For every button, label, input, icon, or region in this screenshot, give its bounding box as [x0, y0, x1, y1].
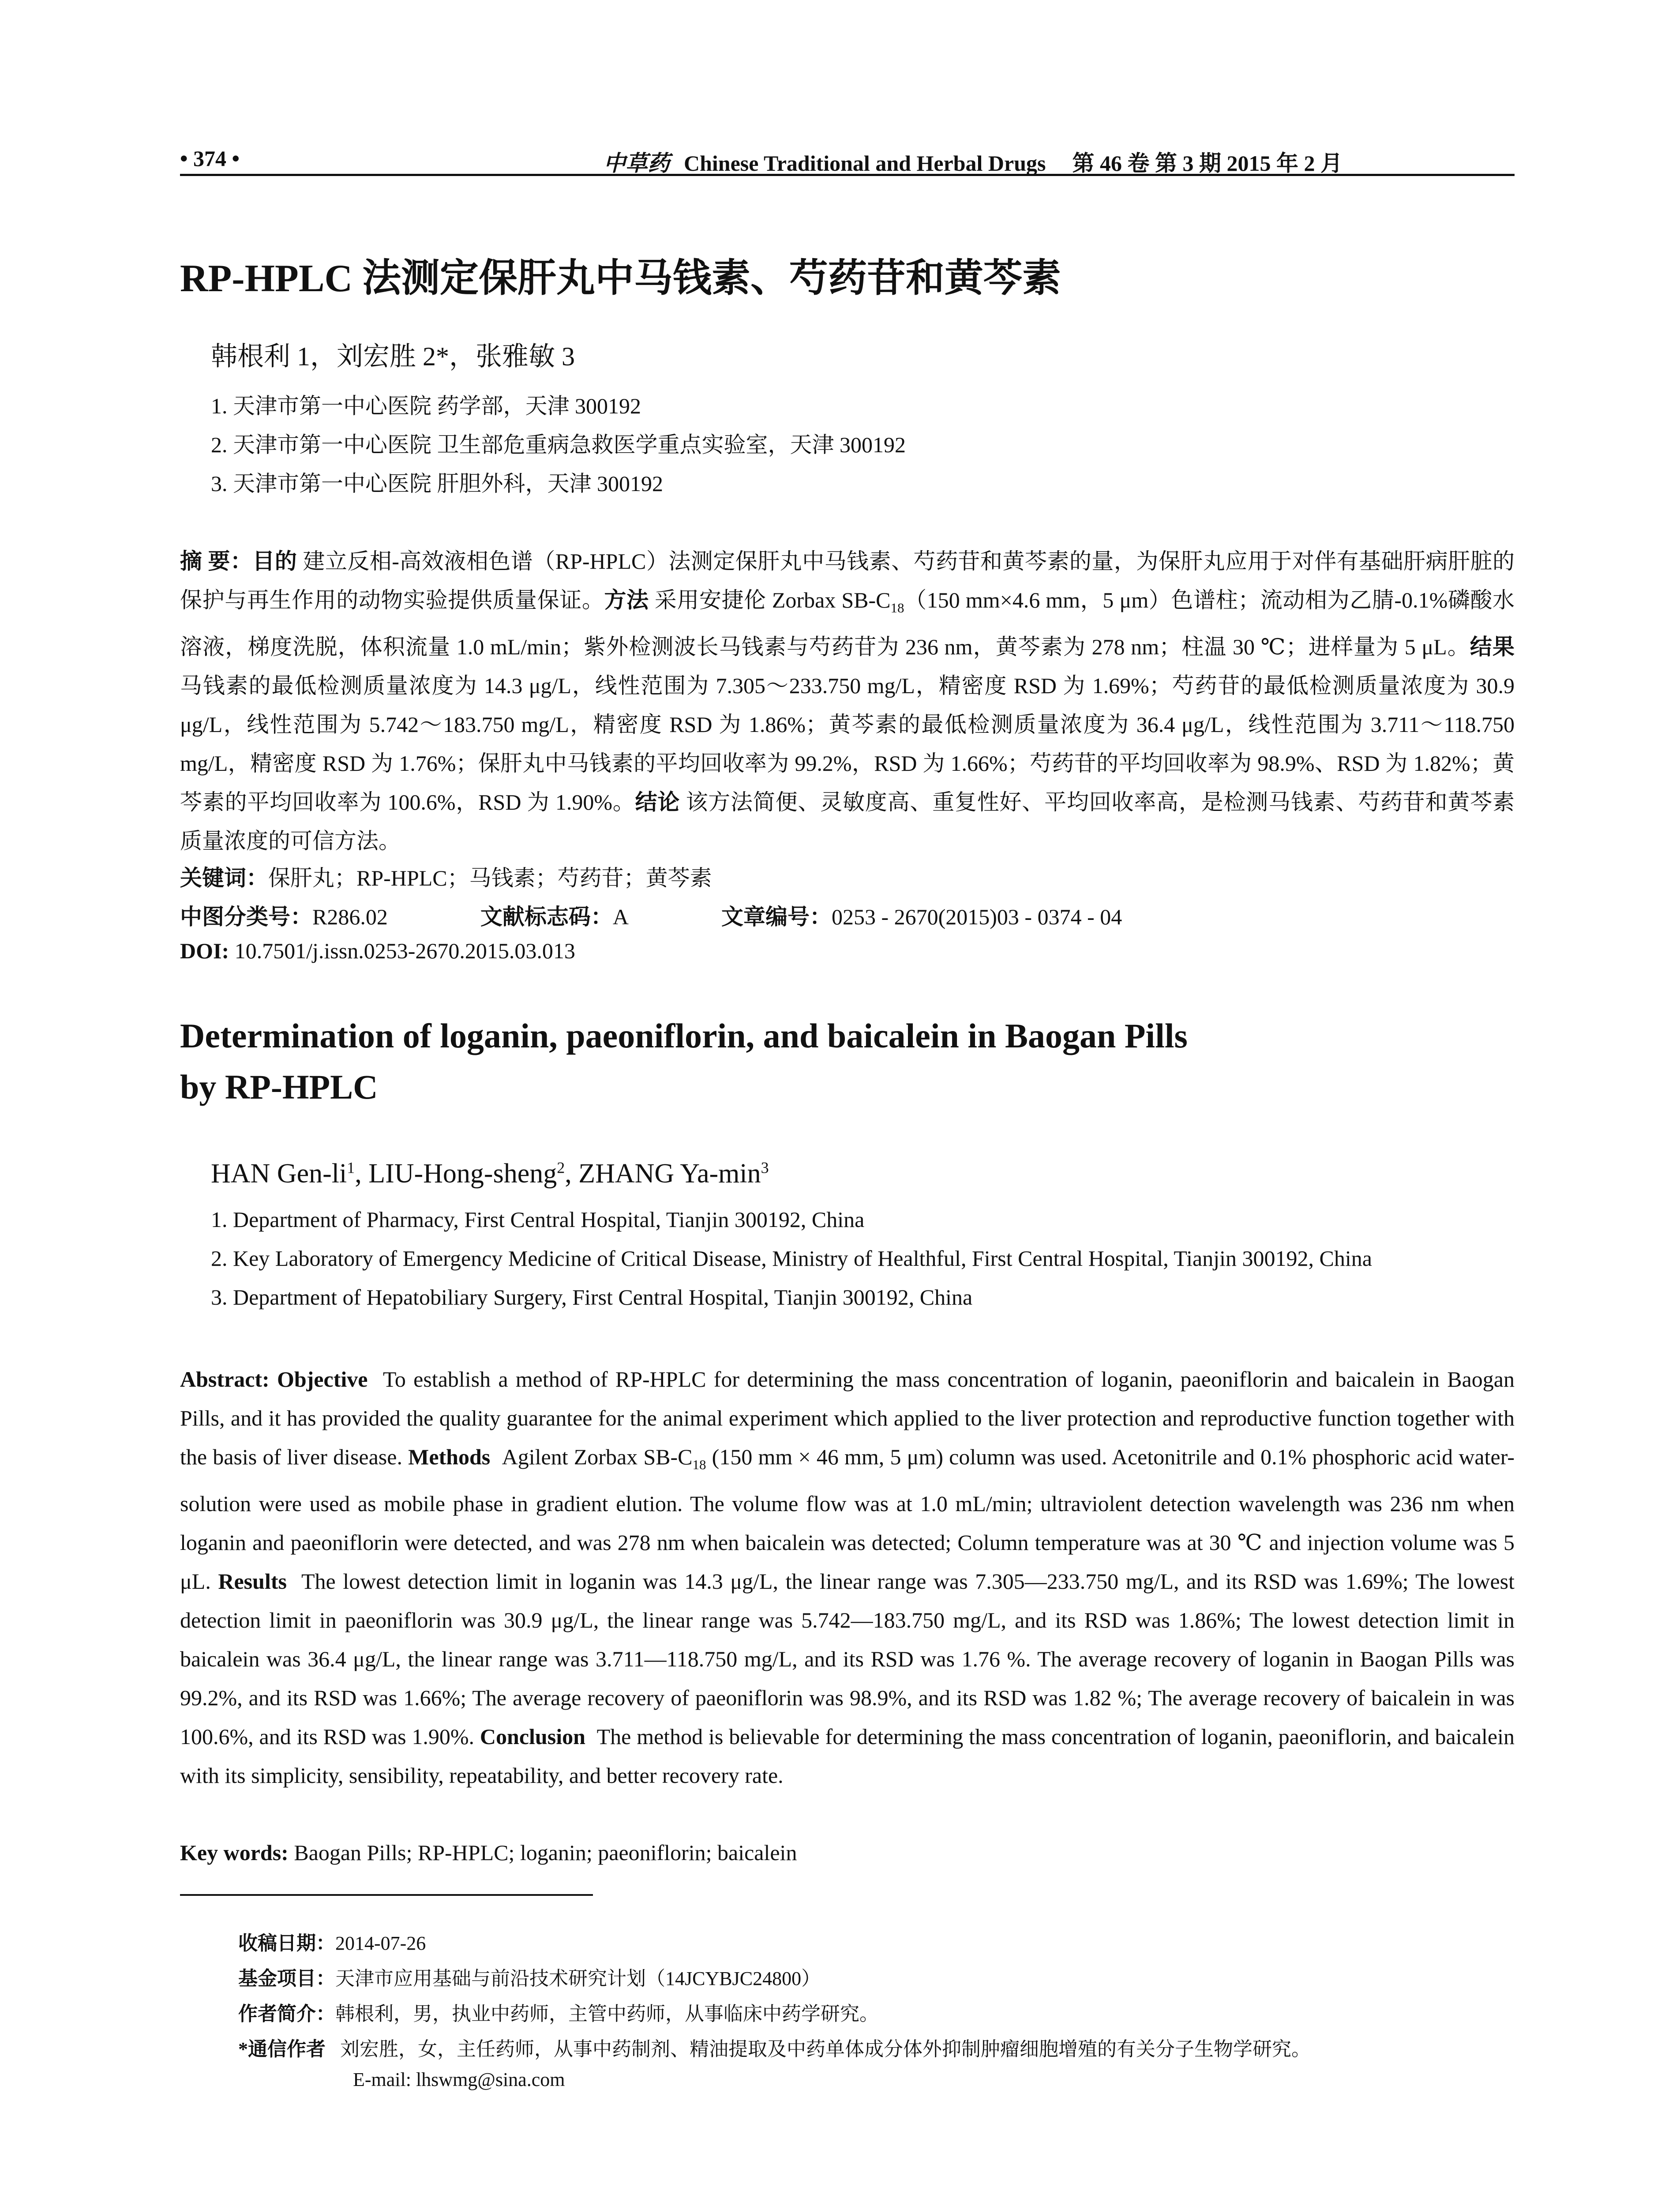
journal-title-cn: 中草药 [604, 151, 670, 176]
abstract-en-results-label: Results [218, 1569, 287, 1594]
keywords-cn-label: 关键词： [180, 866, 268, 890]
abstract-cn-conclusion: 该方法简便、灵敏度高、重复性好、平均回收率高，是检测马钱素、芍药苷和黄芩素质量浓度的可信方法。 [180, 790, 1515, 853]
abstract-cn-methods-b: （150 mm×4.6 mm，5 μm）色谱柱；流动相为乙腈-0.1%磷酸水溶液，梯度洗脱，体积流量 1.0 mL/min；紫外检测波长马钱素与芍药苷为 236 nm，黄芩素为 278 nm；柱温 30 ℃；进样量为 5 μL。 [180, 588, 1515, 659]
affiliation-en-2: 2. Key Laboratory of Emergency Medicine of Critical Disease, Ministry of Healthful, First Central Hospital, Tianjin 300192, China [211, 1246, 1372, 1271]
footnote-fund [238, 1962, 821, 1991]
corr-value: 刘宏胜，女，主任药师，从事中药制剂、精油提取及中药单体成分体外抑制肿瘤细胞增殖的有关分子生物学研究。 [340, 2038, 1311, 2060]
received-value: 2014-07-26 [335, 1932, 426, 1954]
keywords-cn-text: 保肝丸；RP-HPLC；马钱素；芍药苷；黄芩素 [268, 866, 712, 890]
abstract-en-objective: To establish a method of RP-HPLC for determining the mass concentration of loganin, paeoniflorin and baicalein in Baogan Pills, and it has provided the quality guarantee for the animal experiment which applied to the liver protection and reproductive function together with the basis of liver disease. [180, 1367, 1515, 1469]
author-en-1-sup: 1 [347, 1159, 355, 1177]
abstract-cn-methods-a: 采用安捷伦 Zorbax SB-C [654, 588, 891, 612]
footnote-correspondence [238, 2033, 1311, 2061]
article-no-value: 0253 - 2670(2015)03 - 0374 - 04 [831, 904, 1122, 929]
abstract-en-methods-label: Methods [408, 1444, 491, 1469]
abstract-en-results: The lowest detection limit in loganin was 14.3 μg/L, the linear range was 7.305—233.750 mg/L, and its RSD was 1.69%; The lowest detection limit in paeoniflorin was 30.9 μg/L, the linear range was 5.742—183.750 mg/L, and its RSD was 1.86%; The lowest detection limit in baicalein was 36.4 μg/L, the linear range was 3.711—118.750 mg/L, and its RSD was 1.76 %. The average recovery of loganin in Baogan Pills was 99.2%, and its RSD was 1.66%; The average recovery of paeoniflorin was 98.9%, and its RSD was 1.82 %; The average recovery of baicalein in was 100.6%, and its RSD was 1.90%. [180, 1569, 1515, 1749]
abstract-en-conclusion: The method is believable for determining the mass concentration of loganin, paeoniflorin, and baicalein with its simplicity, sensibility, repeatability, and better recovery rate. [180, 1724, 1515, 1788]
page-number: • 374 • [180, 146, 240, 171]
abstract-en-methods-sub: 18 [692, 1457, 706, 1472]
abstract-en-conclusion-label: Conclusion [480, 1724, 585, 1749]
author-bio-label: 作者简介： [238, 2003, 335, 2025]
affiliation-cn-3: 3. 天津市第一中心医院 肝胆外科，天津 300192 [211, 471, 663, 496]
doc-code-value: A [612, 904, 629, 929]
affiliation-en-3: 3. Department of Hepatobiliary Surgery, First Central Hospital, Tianjin 300192, China [211, 1285, 973, 1309]
received-label: 收稿日期： [238, 1932, 335, 1954]
abstract-cn-methods-sub: 18 [890, 600, 904, 615]
article-no-label: 文章编号： [721, 904, 832, 929]
abstract-en [180, 1360, 1515, 1795]
issue-info: 第 46 卷 第 3 期 2015 年 2 月 [1072, 151, 1342, 176]
abstract-cn-objective: 建立反相-高效液相色谱（RP-HPLC）法测定保肝丸中马钱素、芍药苷和黄芩素的量，为保肝丸应用于对伴有基础肝病肝脏的保护与再生作用的动物实验提供质量保证。 [180, 549, 1515, 612]
title-en-line-1: Determination of loganin, paeoniflorin, and baicalein in Baogan Pills [180, 1017, 1188, 1055]
doi-label: DOI: [180, 938, 229, 963]
clc-value: R286.02 [312, 904, 388, 929]
abstract-cn-results: 马钱素的最低检测质量浓度为 14.3 μg/L，线性范围为 7.305～233.750 mg/L，精密度 RSD 为 1.69%；芍药苷的最低检测质量浓度为 30.9 μg/L，线性范围为 5.742～183.750 mg/L，精密度 RSD 为 1.86%；黄芩素的最低检测质量浓度为 36.4 μg/L，线性范围为 3.711～118.750 mg/L，精密度 RSD 为 1.76%；保肝丸中马钱素的平均回收率为 99.2%，RSD 为 1.66%；芍药苷的平均回收率为 98.9%、RSD 为 1.82%；黄芩素的平均回收率为 100.6%，RSD 为 1.90%。 [180, 673, 1515, 814]
abstract-cn-objective-label: 目的 [252, 549, 297, 574]
doi-line [180, 938, 575, 964]
footnote-rule [180, 1894, 593, 1896]
keywords-en-label: Key words: [180, 1840, 289, 1865]
author-en-3-sup: 3 [761, 1159, 769, 1177]
author-en-3: , ZHANG Ya-min [565, 1159, 761, 1189]
running-header [180, 140, 1515, 176]
corr-label: *通信作者 [238, 2038, 326, 2060]
affiliation-cn-1: 1. 天津市第一中心医院 药学部，天津 300192 [211, 394, 641, 418]
author-bio-value: 韩根利，男，执业中药师，主管中药师，从事临床中药学研究。 [335, 2003, 879, 2025]
abstract-en-objective-label: Objective [277, 1367, 368, 1392]
author-en-2-sup: 2 [557, 1159, 565, 1177]
abstract-cn-label: 摘 要： [180, 549, 253, 574]
doc-code-label: 文献标志码： [480, 904, 613, 929]
author-en-2: , LIU-Hong-sheng [355, 1159, 557, 1189]
abstract-cn-results-label: 结果 [1470, 634, 1515, 659]
clc-label: 中图分类号： [180, 904, 312, 929]
fund-label: 基金项目： [238, 1968, 335, 1989]
footnote-received [238, 1927, 426, 1955]
abstract-cn-conclusion-label: 结论 [635, 790, 680, 814]
abstract-cn [180, 542, 1515, 860]
classification-line [180, 899, 1122, 931]
keywords-en [180, 1840, 797, 1865]
authors-cn: 韩根利 1，刘宏胜 2*，张雅敏 3 [211, 342, 575, 371]
abstract-en-methods-b: (150 mm × 46 mm, 5 μm) column was used. Acetonitrile and 0.1% phosphoric acid water-solution were used as mobile phase in gradient elution. The volume flow was at 1.0 mL/min; ultraviolent detection wavelength was 236 nm when loganin and paeoniflorin were detected, and was 278 nm when baicalein was detected; Column temperature was at 30 ℃ and injection volume was 5 μL. [180, 1444, 1515, 1594]
footnote-author [238, 1998, 879, 2026]
abstract-en-methods-a: Agilent Zorbax SB-C [502, 1444, 693, 1469]
abstract-en-label: Abstract: [180, 1367, 270, 1392]
title-cn: RP-HPLC 法测定保肝丸中马钱素、芍药苷和黄芩素 [180, 257, 1061, 300]
fund-value: 天津市应用基础与前沿技术研究计划（14JCYBJC24800） [335, 1968, 821, 1989]
title-en-line-2: by RP-HPLC [180, 1068, 378, 1106]
journal-title [604, 146, 1342, 177]
affiliation-en-1: 1. Department of Pharmacy, First Central Hospital, Tianjin 300192, China [211, 1207, 865, 1232]
affiliation-cn-2: 2. 天津市第一中心医院 卫生部危重病急救医学重点实验室，天津 300192 [211, 432, 906, 457]
footnote-email: E-mail: lhswmg@sina.com [353, 2069, 565, 2090]
doi-value: 10.7501/j.issn.0253-2670.2015.03.013 [234, 938, 575, 963]
keywords-en-text: Baogan Pills; RP-HPLC; loganin; paeoniflorin; baicalein [294, 1840, 797, 1865]
keywords-cn [180, 860, 712, 892]
author-en-1: HAN Gen-li [211, 1159, 347, 1189]
abstract-cn-methods-label: 方法 [604, 588, 649, 612]
journal-title-en: Chinese Traditional and Herbal Drugs [684, 151, 1046, 176]
title-en [180, 1010, 1515, 1113]
authors-en [211, 1158, 769, 1189]
